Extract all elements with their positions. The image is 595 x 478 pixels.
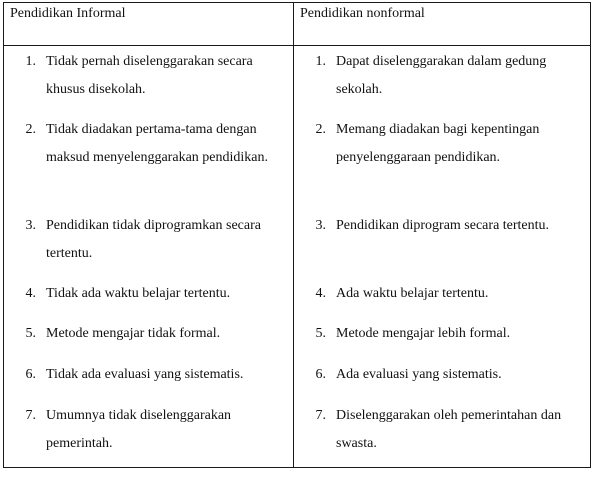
list-item (4, 48, 293, 116)
item-text: Tidak diadakan pertama-tama dengan maksud menyelenggarakan pendidikan. (46, 122, 268, 165)
list-item (4, 402, 293, 462)
item-number: 3. (315, 218, 326, 233)
informal-cell (4, 46, 294, 468)
item-number: 7. (315, 408, 326, 423)
header-informal: Pendidikan Informal (4, 3, 294, 46)
item-number: 1. (315, 54, 326, 69)
item-number: 7. (25, 408, 36, 423)
item-number: 2. (25, 122, 36, 137)
item-number: 4. (25, 286, 36, 301)
item-text: Tidak ada evaluasi yang sistematis. (46, 367, 244, 382)
item-text: Metode mengajar lebih formal. (336, 326, 511, 341)
item-text: Dapat diselenggarakan dalam gedung sekolah. (336, 54, 547, 97)
informal-list (4, 46, 293, 462)
list-item (294, 361, 590, 402)
item-text: Ada waktu belajar tertentu. (336, 286, 489, 301)
item-text: Metode mengajar tidak formal. (46, 326, 221, 341)
list-item (4, 320, 293, 361)
list-item (294, 402, 590, 462)
item-text: Diselenggarakan oleh pemerintahan dan swasta. (336, 408, 562, 451)
header-row (4, 3, 591, 46)
list-item (4, 212, 293, 280)
item-number: 6. (25, 367, 36, 382)
list-item (4, 280, 293, 320)
list-item (294, 280, 590, 320)
item-text: Ada evaluasi yang sistematis. (336, 367, 502, 382)
item-number: 5. (25, 326, 36, 341)
item-number: 3. (25, 218, 36, 233)
list-item (294, 48, 590, 116)
item-number: 1. (25, 54, 36, 69)
item-text: Tidak pernah diselenggarakan secara khusus disekolah. (46, 54, 253, 97)
item-number: 5. (315, 326, 326, 341)
item-number: 2. (315, 122, 326, 137)
item-number: 4. (315, 286, 326, 301)
list-item (294, 212, 590, 280)
item-text: Memang diadakan bagi kepentingan penyelenggaraan pendidikan. (336, 122, 540, 165)
header-nonformal: Pendidikan nonformal (294, 3, 591, 46)
list-item (294, 320, 590, 361)
item-number: 6. (315, 367, 326, 382)
comparison-table (3, 2, 591, 468)
nonformal-list (294, 46, 590, 462)
item-text: Tidak ada waktu belajar tertentu. (46, 286, 231, 301)
list-item (4, 361, 293, 402)
item-text: Pendidikan diprogram secara tertentu. (336, 218, 550, 233)
content-row (4, 46, 591, 468)
item-text: Pendidikan tidak diprogramkan secara tertentu. (46, 218, 261, 261)
list-item (4, 116, 293, 212)
nonformal-cell (294, 46, 591, 468)
item-text: Umumnya tidak diselenggarakan pemerintah. (46, 408, 232, 451)
list-item (294, 116, 590, 212)
